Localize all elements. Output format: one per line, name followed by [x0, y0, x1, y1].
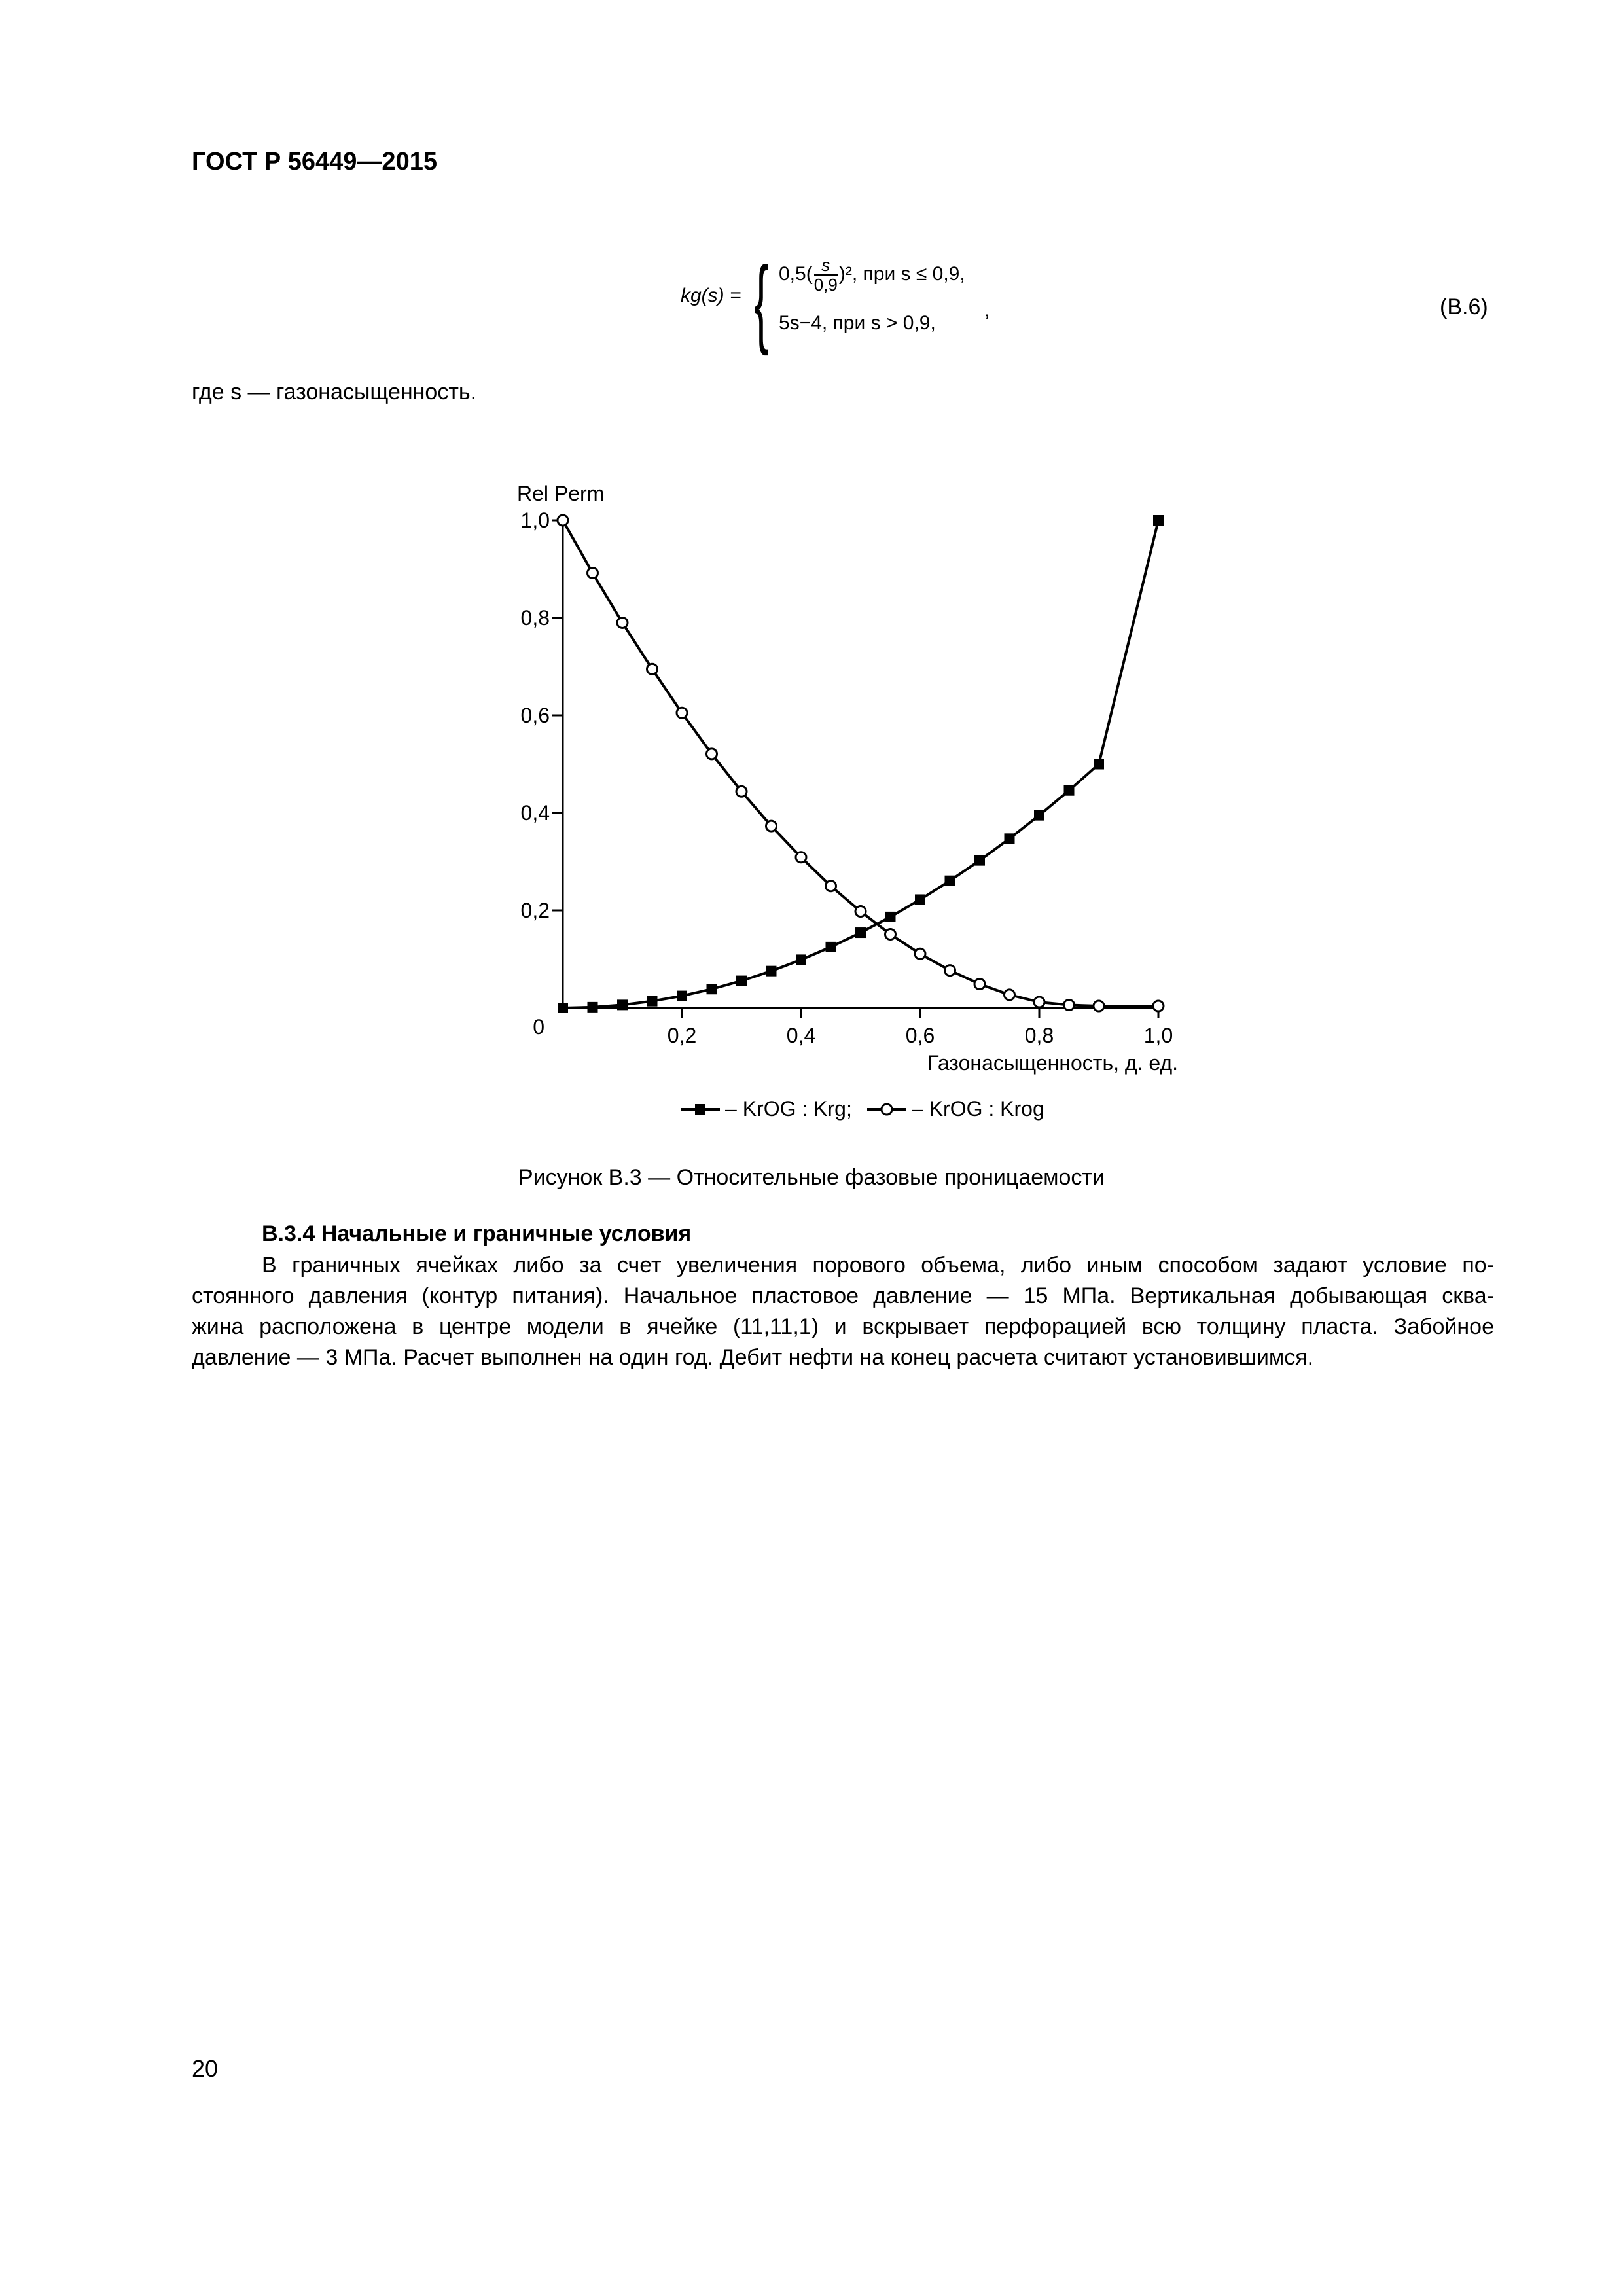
paragraph-line-2: стоянного давления (контур питания). Начальное пластовое давление — 15 МПа. Вертикальная добывающая сква-: [192, 1283, 1494, 1308]
paragraph-line-1: В граничных ячейках либо за счет увеличения порового объема, либо иным способом задают условие по-: [262, 1253, 1494, 1278]
x-tick-label: 1,0: [1143, 1024, 1173, 1047]
y-tick-label: 0,4: [520, 801, 550, 825]
data-point-krog: [885, 929, 896, 940]
data-point-krog: [945, 965, 955, 976]
y-tick-label: 0,8: [520, 606, 550, 630]
section-paragraph: [192, 1250, 1494, 1373]
data-point-krg: [736, 976, 747, 986]
data-point-krg: [1153, 515, 1164, 526]
data-point-krg: [796, 954, 806, 965]
data-point-krog: [974, 978, 985, 989]
data-point-krg: [588, 1002, 598, 1013]
paragraph-line-3: жина расположена в центре модели в ячейке (11,11,1) и вскрывает перфорацией всю толщину пласта. Забойное: [192, 1314, 1494, 1339]
data-point-krog: [915, 948, 925, 959]
formula-brace: {: [754, 246, 769, 356]
formula-trailing-comma: ’: [985, 311, 990, 332]
x-tick-label: 0,8: [1024, 1024, 1054, 1047]
formula-fraction: [814, 256, 838, 294]
data-point-krog: [796, 852, 806, 863]
data-point-krog: [647, 664, 658, 674]
origin-label: 0: [533, 1015, 544, 1039]
data-point-krg: [826, 942, 836, 952]
formula-case-2: 5s−4, при s > 0,9,: [779, 312, 936, 334]
page-number: 20: [192, 2055, 219, 2082]
data-point-krg: [1005, 833, 1015, 844]
data-point-krog: [855, 906, 866, 916]
data-point-krg: [915, 894, 925, 905]
legend-marker-krog: [882, 1104, 892, 1115]
legend-marker-krg: [695, 1104, 705, 1115]
formula-case-1-suffix: )², при s ≤ 0,9,: [838, 262, 965, 285]
data-point-krg: [617, 999, 628, 1010]
data-point-krog: [1005, 990, 1015, 1000]
data-point-krog: [736, 786, 747, 797]
formula-fraction-numerator: s: [814, 256, 838, 276]
y-tick-label: 1,0: [520, 509, 550, 532]
data-point-krg: [1034, 810, 1044, 821]
relative-permeability-chart: [497, 471, 1230, 1132]
data-point-krg: [1064, 785, 1075, 796]
legend-label-krg: – KrOG : Krg;: [725, 1097, 852, 1121]
figure-caption: Рисунок В.3 — Относительные фазовые проницаемости: [518, 1165, 1105, 1190]
formula-b6: [681, 246, 1047, 356]
x-axis-label: Газонасыщенность, д. ед.: [927, 1051, 1178, 1075]
data-point-krg: [707, 984, 717, 994]
x-tick-label: 0,6: [905, 1024, 935, 1047]
data-point-krog: [588, 567, 598, 578]
data-point-krog: [1094, 1001, 1104, 1011]
data-point-krog: [707, 749, 717, 759]
data-point-krg: [647, 996, 658, 1007]
equation-number: (В.6): [1440, 295, 1488, 319]
data-point-krg: [945, 876, 955, 886]
data-point-krog: [1153, 1001, 1164, 1011]
paragraph-line-4: давление — 3 МПа. Расчет выполнен на один год. Дебит нефти на конец расчета считают установившимся.: [192, 1345, 1314, 1370]
data-point-krog: [826, 881, 836, 891]
x-tick-label: 0,4: [786, 1024, 816, 1047]
formula-case-1: [779, 256, 965, 294]
y-axis-label: Rel Perm: [517, 482, 605, 505]
data-point-krg: [558, 1003, 568, 1013]
data-point-krog: [617, 617, 628, 628]
data-point-krog: [677, 708, 687, 718]
data-point-krog: [1034, 997, 1044, 1007]
document-header: ГОСТ Р 56449—2015: [192, 148, 437, 175]
data-point-krog: [558, 515, 568, 526]
data-point-krog: [766, 821, 777, 831]
formula-lhs: kg(s) =: [681, 285, 741, 306]
data-point-krg: [885, 912, 896, 922]
data-point-krg: [974, 855, 985, 866]
x-tick-label: 0,2: [667, 1024, 697, 1047]
y-tick-label: 0,2: [520, 899, 550, 922]
formula-case-1-prefix: 0,5(: [779, 262, 813, 285]
formula-fraction-denominator: 0,9: [813, 275, 838, 295]
legend-label-krog: – KrOG : Krog: [912, 1097, 1044, 1121]
data-point-krg: [766, 966, 777, 977]
where-text: где s — газонасыщенность.: [192, 380, 477, 404]
data-point-krg: [855, 927, 866, 938]
data-point-krg: [1094, 759, 1104, 770]
data-point-krg: [677, 991, 687, 1001]
y-tick-label: 0,6: [520, 704, 550, 727]
section-title: В.3.4 Начальные и граничные условия: [262, 1221, 692, 1246]
data-point-krog: [1064, 1000, 1075, 1011]
